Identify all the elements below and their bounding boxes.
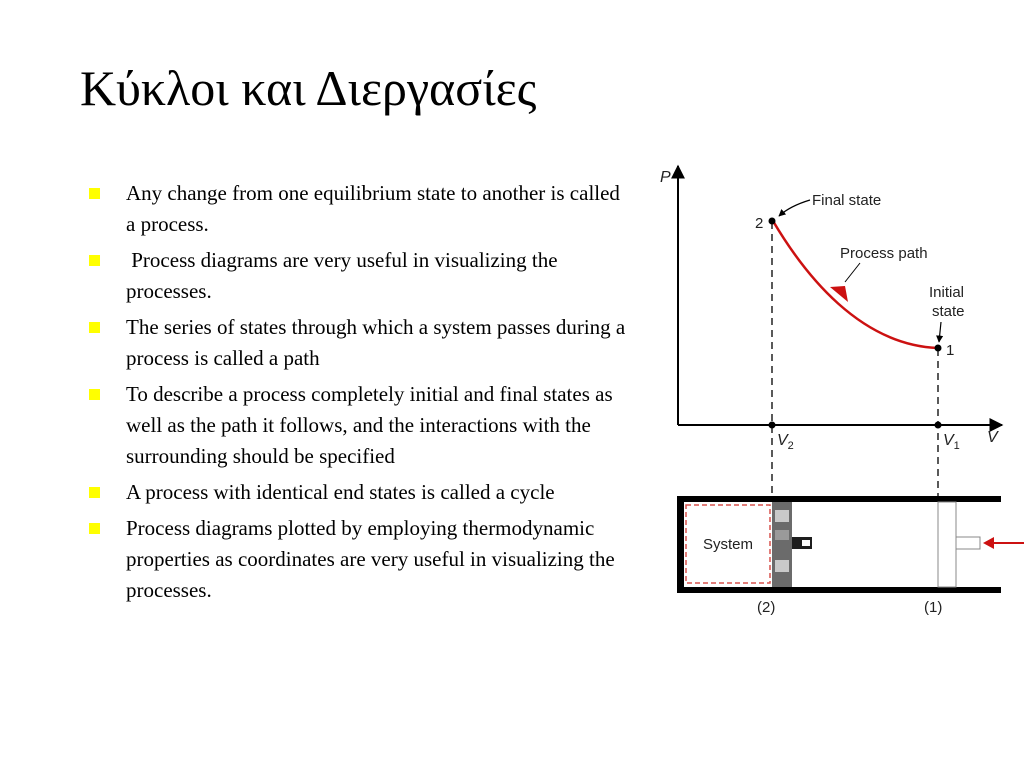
push-arrow-icon — [983, 537, 994, 549]
state-2-label: 2 — [755, 215, 764, 232]
bullet-text: To describe a process completely initial and final states as well as the path it follows, and the interactions with the surrounding should be specified — [126, 382, 613, 468]
process-diagram — [640, 158, 1024, 633]
bullet-square-icon — [89, 322, 100, 333]
piston-rod-2-highlight — [802, 540, 810, 546]
bullet-item — [88, 312, 628, 374]
bullet-text: A process with identical end states is called a cycle — [126, 480, 555, 504]
bullet-square-icon — [89, 487, 100, 498]
cylinder-end-wall — [677, 496, 684, 593]
position-1-label: (1) — [924, 599, 943, 616]
piston-shading-band — [775, 530, 789, 540]
initial-state-label-line2: state — [932, 303, 965, 320]
p-axis-label: P — [660, 169, 671, 186]
bullet-square-icon — [89, 255, 100, 266]
slide-title: Κύκλοι και Διεργασίες — [80, 60, 537, 116]
bullet-text: Process diagrams are very useful in visualizing the processes. — [126, 248, 563, 303]
final-state-leader — [779, 200, 810, 216]
state-1-point — [935, 345, 942, 352]
process-path-curve — [773, 221, 938, 348]
state-1-label: 1 — [946, 342, 955, 359]
piston-shading-band — [775, 560, 789, 572]
bullet-square-icon — [89, 523, 100, 534]
bullet-text: Any change from one equilibrium state to another is called a process. — [126, 181, 620, 236]
bullet-item — [88, 513, 628, 606]
initial-state-label-line1: Initial — [929, 284, 965, 301]
pv-diagram-figure — [640, 158, 1024, 628]
final-state-label: Final state — [812, 192, 882, 209]
bullet-square-icon — [89, 389, 100, 400]
cylinder-top-wall — [677, 496, 1001, 502]
bullet-list — [88, 178, 628, 611]
system-label: System — [703, 536, 754, 553]
initial-state-leader — [939, 322, 941, 342]
piston-rod-1 — [956, 537, 980, 549]
bullet-item — [88, 245, 628, 307]
bullet-item — [88, 477, 628, 508]
piston-cylinder — [677, 496, 1024, 593]
bullet-item — [88, 379, 628, 472]
bullet-text: The series of states through which a system passes during a process is called a path — [126, 315, 626, 370]
cylinder-bottom-wall — [677, 587, 1001, 593]
position-2-label: (2) — [757, 599, 776, 616]
state-2-point — [769, 218, 776, 225]
v2-label: $V_2$ — [777, 432, 794, 452]
v1-label: $V_1$ — [943, 432, 960, 452]
process-path-leader — [845, 263, 860, 282]
bullet-text: Process diagrams plotted by employing thermodynamic properties as coordinates are very useful in visualizing the processes. — [126, 516, 615, 602]
bullet-square-icon — [89, 188, 100, 199]
piston-position-1 — [938, 502, 956, 587]
process-path-label: Process path — [840, 245, 928, 262]
v1-point — [935, 422, 942, 429]
v2-point — [769, 422, 776, 429]
piston-shading-band — [775, 510, 789, 522]
v-axis-label: V — [987, 429, 998, 446]
bullet-item — [88, 178, 628, 240]
